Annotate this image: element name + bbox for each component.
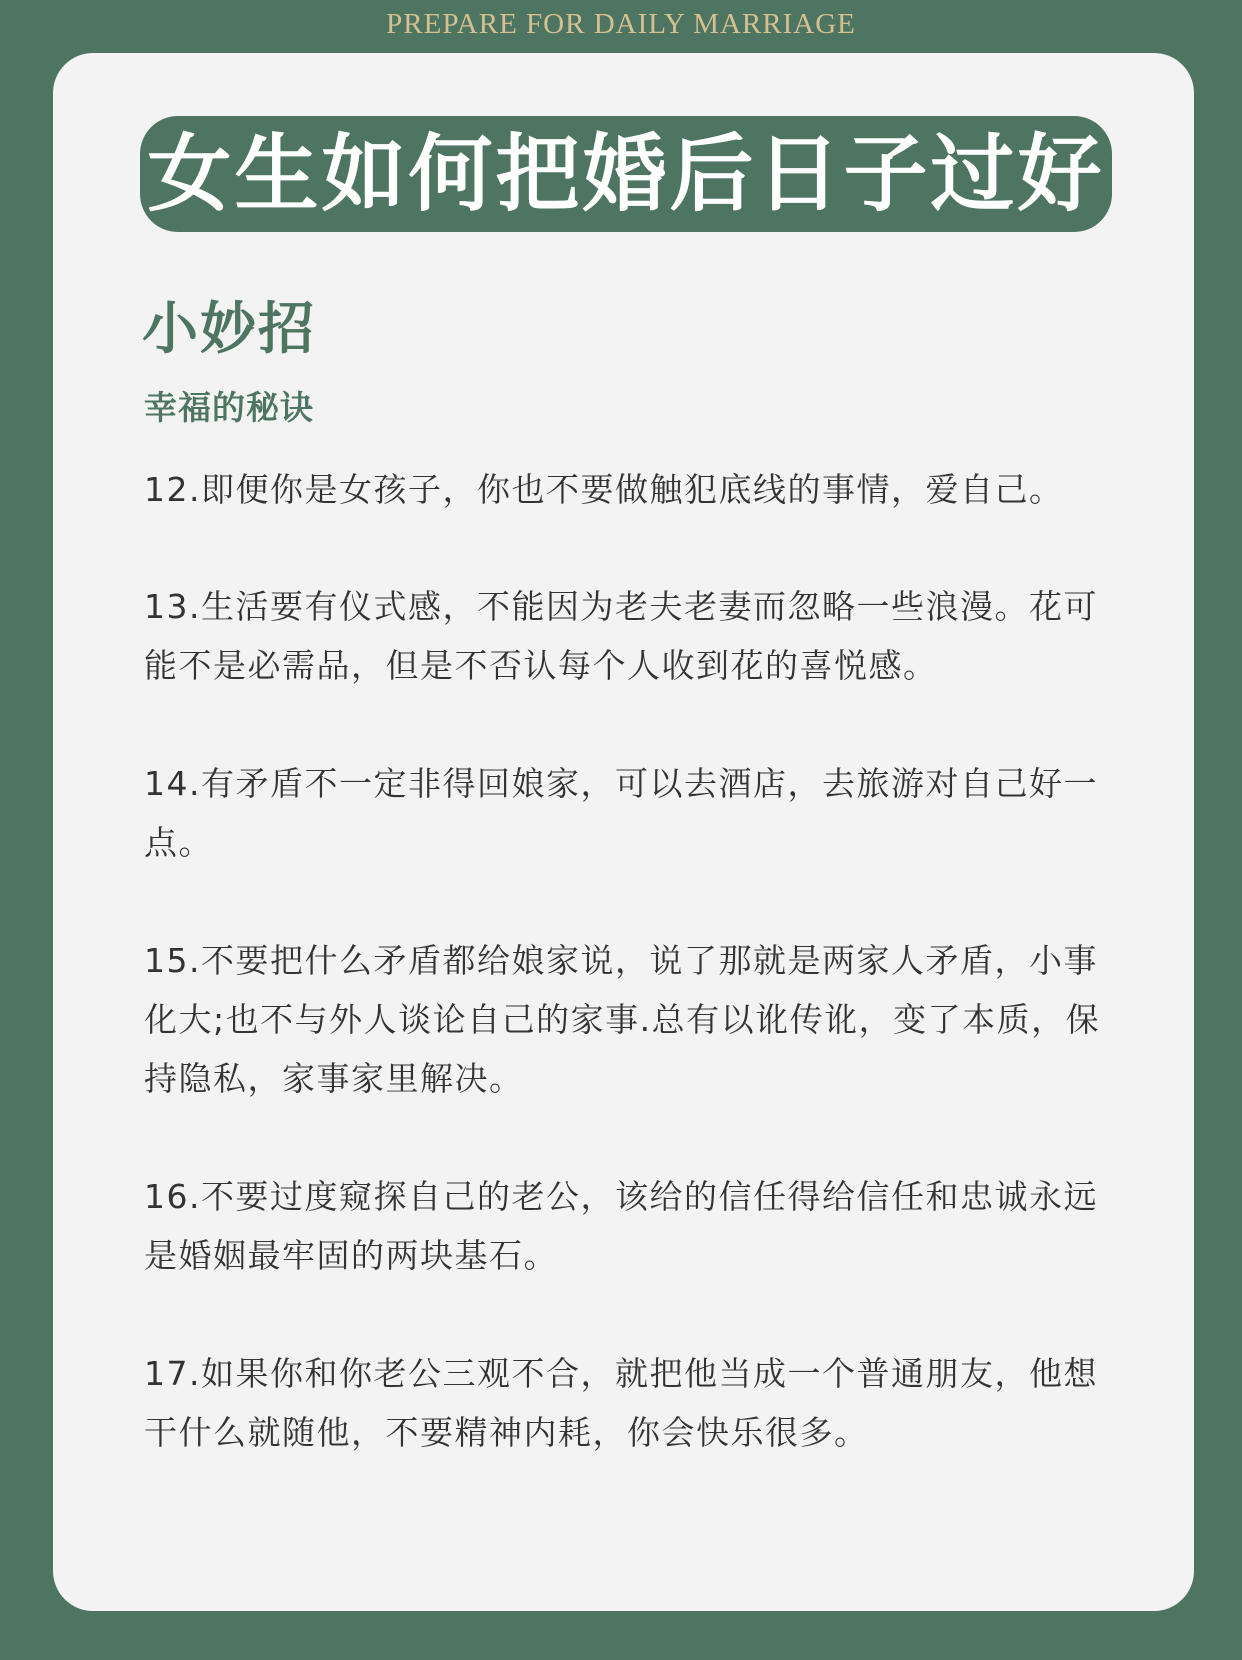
section-subheading: 幸福的秘诀 <box>144 388 314 427</box>
tip-14: 14.有矛盾不一定非得回娘家，可以去酒店，去旅游对自己好一点。 <box>144 764 1098 862</box>
tip-16: 16.不要过度窥探自己的老公，该给的信任得给信任和忠诚永远是婚姻最牢固的两块基石。 <box>144 1177 1098 1275</box>
tip-17: 17.如果你和你老公三观不合，就把他当成一个普通朋友，他想干什么就随他，不要精神内耗，你会快乐很多。 <box>144 1354 1098 1452</box>
tip-13: 13.生活要有仪式感，不能因为老夫老妻而忽略一些浪漫。花可能不是必需品，但是不否认每个人收到花的喜悦感。 <box>144 587 1098 685</box>
section-heading: 小妙招 <box>142 297 316 362</box>
page-title: 女生如何把婚后日子过好 <box>140 116 1112 232</box>
content-card <box>53 53 1194 1611</box>
tip-12: 12.即便你是女孩子，你也不要做触犯底线的事情，爱自己。 <box>144 470 1064 509</box>
top-banner-text: PREPARE FOR DAILY MARRIAGE <box>386 8 856 40</box>
tip-15: 15.不要把什么矛盾都给娘家说，说了那就是两家人矛盾，小事化大;也不与外人谈论自己的家事.总有以讹传讹，变了本质，保持隐私，家事家里解决。 <box>144 941 1101 1098</box>
